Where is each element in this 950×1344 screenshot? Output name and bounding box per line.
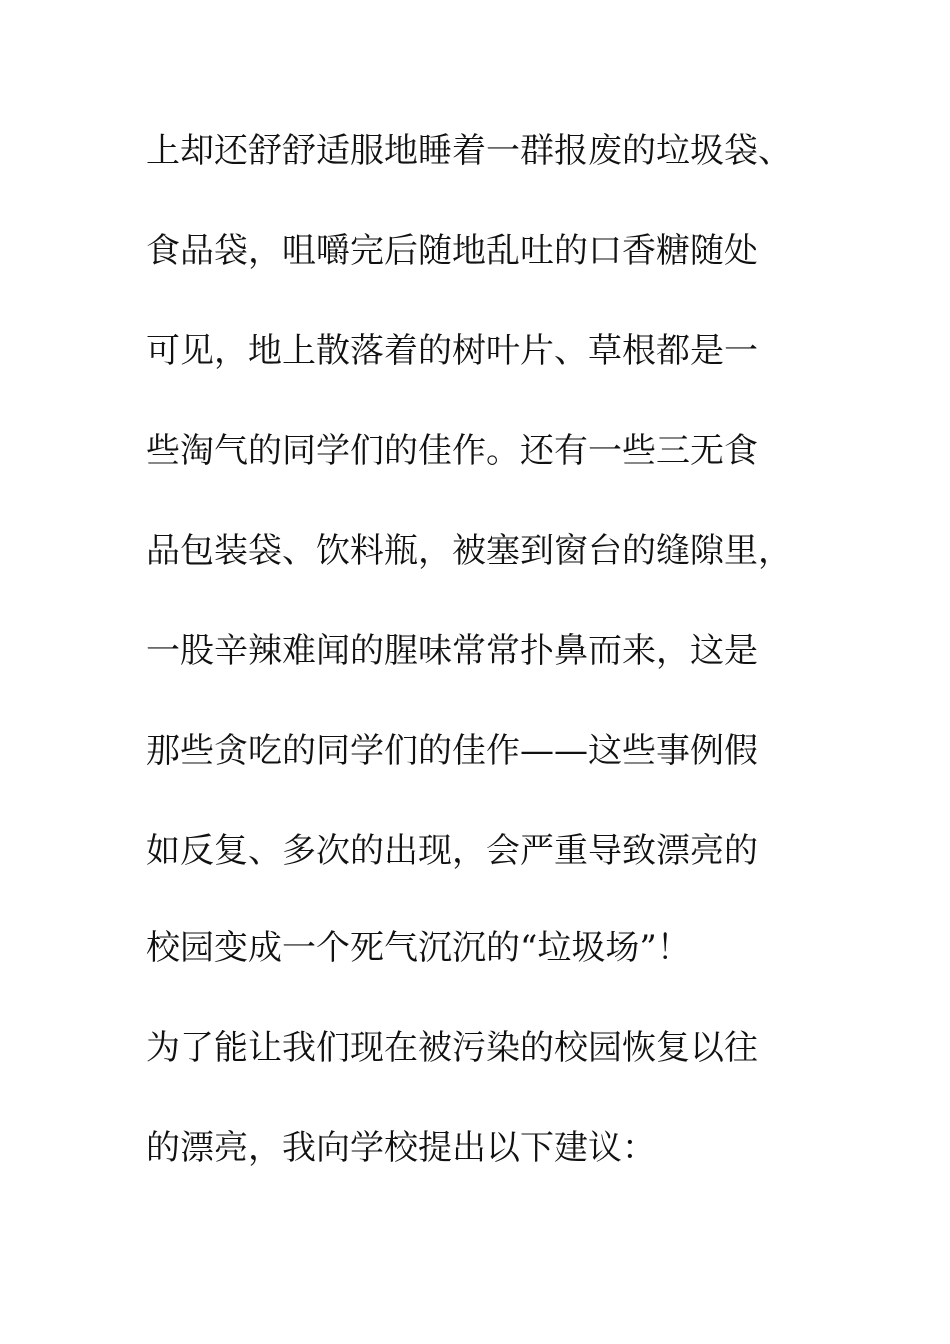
text-line: 校园变成一个死气沉沉的“垃圾场”！ (146, 928, 691, 968)
text-line: 一股辛辣难闻的腥味常常扑鼻而来，这是 (146, 631, 758, 671)
text-line: 些淘气的同学们的佳作。还有一些三无食 (146, 431, 758, 471)
text-line: 食品袋，咀嚼完后随地乱吐的口香糖随处 (146, 231, 758, 271)
text-line: 的漂亮，我向学校提出以下建议： (146, 1128, 656, 1168)
text-line: 上却还舒舒适服地睡着一群报废的垃圾袋、 (146, 131, 792, 171)
text-line: 品包装袋、饮料瓶，被塞到窗台的缝隙里， (146, 531, 792, 571)
text-line: 为了能让我们现在被污染的校园恢复以往 (146, 1028, 758, 1068)
text-line: 如反复、多次的出现，会严重导致漂亮的 (146, 831, 758, 871)
text-line: 可见，地上散落着的树叶片、草根都是一 (146, 331, 758, 371)
text-line: 那些贪吃的同学们的佳作——这些事例假 (146, 731, 758, 771)
